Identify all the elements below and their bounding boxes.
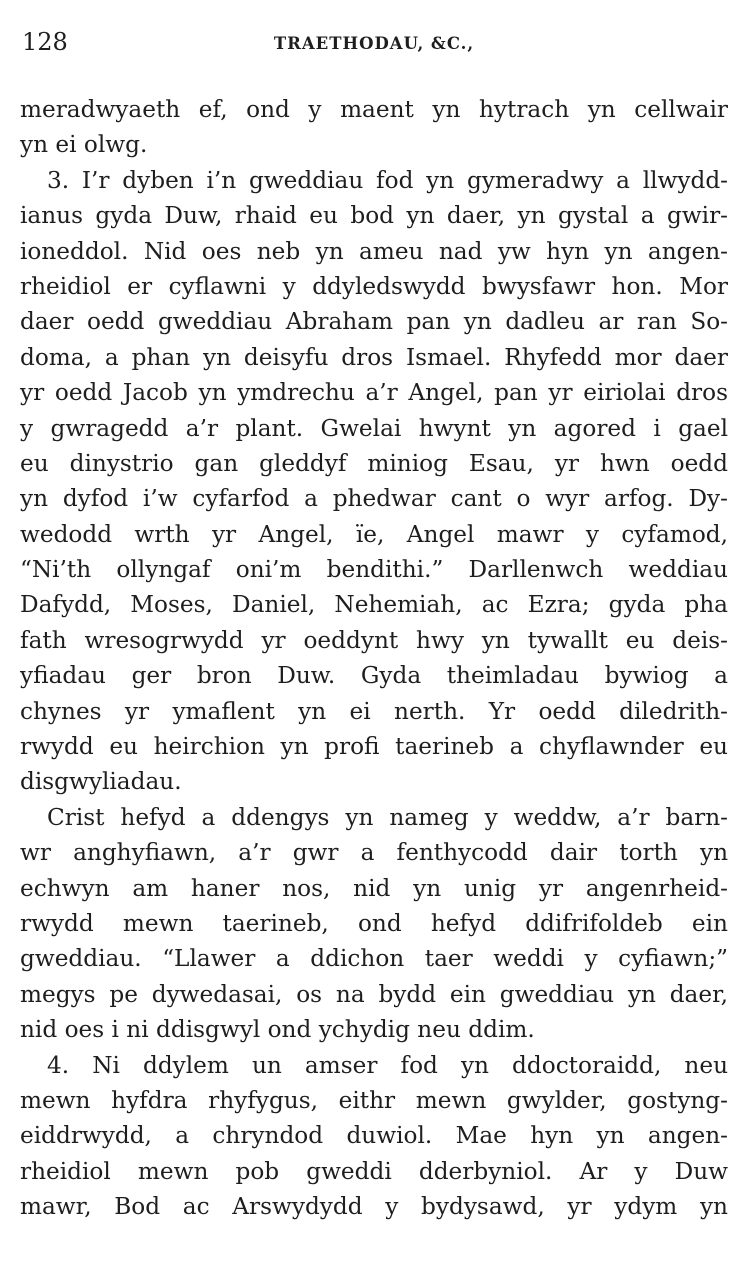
text-line: eu dinystrio gan gleddyf miniog Esau, yr hwn oedd	[20, 449, 728, 477]
text-line: rwydd mewn taerineb, ond hefyd ddifrifoldeb ein	[20, 909, 728, 937]
text-line: nid oes i ni ddisgwyl ond ychydig neu ddim.	[20, 1016, 535, 1044]
body-text	[20, 92, 728, 1225]
text-line: Dafydd, Moses, Daniel, Nehemiah, ac Ezra; gyda pha	[20, 591, 728, 619]
text-line: ianus gyda Duw, rhaid eu bod yn daer, yn gystal a gwir-	[20, 202, 728, 230]
text-line: yfiadau ger bron Duw. Gyda theimladau bywiog a	[20, 662, 728, 690]
text-line: yn ei olwg.	[20, 131, 148, 159]
text-line: y gwragedd a’r plant. Gwelai hwynt yn agored i gael	[20, 414, 728, 442]
page-header	[22, 28, 726, 64]
text-line: fath wresogrwydd yr oeddynt hwy yn tywallt eu deis-	[20, 626, 728, 654]
text-line: mewn hyfdra rhyfygus, eithr mewn gwylder, gostyng-	[20, 1086, 728, 1114]
text-line: mawr, Bod ac Arswydydd y bydysawd, yr ydym yn	[20, 1193, 728, 1221]
text-line: 3. I’r dyben i’n gweddiau fod yn gymeradwy a llwydd-	[47, 166, 728, 194]
text-line: rheidiol er cyflawni y ddyledswydd bwysfawr hon. Mor	[20, 272, 728, 300]
running-title: TRAETHODAU, &C.,	[273, 34, 475, 53]
text-line: megys pe dywedasai, os na bydd ein gweddiau yn daer,	[20, 980, 728, 1008]
text-line: Crist hefyd a ddengys yn nameg y weddw, a’r barn-	[47, 803, 728, 831]
text-line: echwyn am haner nos, nid yn unig yr angenrheid-	[20, 874, 728, 902]
text-line: ioneddol. Nid oes neb yn ameu nad yw hyn yn angen-	[20, 237, 728, 265]
text-line: chynes yr ymaflent yn ei nerth. Yr oedd diledrith-	[20, 697, 728, 725]
text-line: 4. Ni ddylem un amser fod yn ddoctoraidd, neu	[47, 1051, 728, 1079]
text-line: “Ni’th ollyngaf oni’m bendithi.” Darllenwch weddiau	[20, 556, 728, 584]
text-line: meradwyaeth ef, ond y maent yn hytrach yn cellwair	[20, 96, 728, 123]
text-line: rwydd eu heirchion yn profi taerineb a chyflawnder eu	[20, 733, 728, 761]
text-line: disgwyliadau.	[20, 768, 182, 796]
text-line: wr anghyfiawn, a’r gwr a fenthycodd dair torth yn	[20, 839, 728, 867]
text-line: daer oedd gweddiau Abraham pan yn dadleu ar ran So-	[20, 308, 728, 336]
text-line: yr oedd Jacob yn ymdrechu a’r Angel, pan yr eiriolai dros	[20, 379, 728, 407]
text-line: doma, a phan yn deisyfu dros Ismael. Rhyfedd mor daer	[20, 343, 728, 371]
text-line: wedodd wrth yr Angel, ïe, Angel mawr y cyfamod,	[20, 520, 728, 548]
text-line: yn dyfod i’w cyfarfod a phedwar cant o wyr arfog. Dy-	[20, 485, 728, 513]
page-number: 128	[22, 28, 68, 56]
text-line: rheidiol mewn pob gweddi dderbyniol. Ar y Duw	[20, 1157, 728, 1185]
text-line: gweddiau. “Llawer a ddichon taer weddi y cyfiawn;”	[20, 945, 728, 973]
text-line: eiddrwydd, a chryndod duwiol. Mae hyn yn angen-	[20, 1122, 728, 1150]
